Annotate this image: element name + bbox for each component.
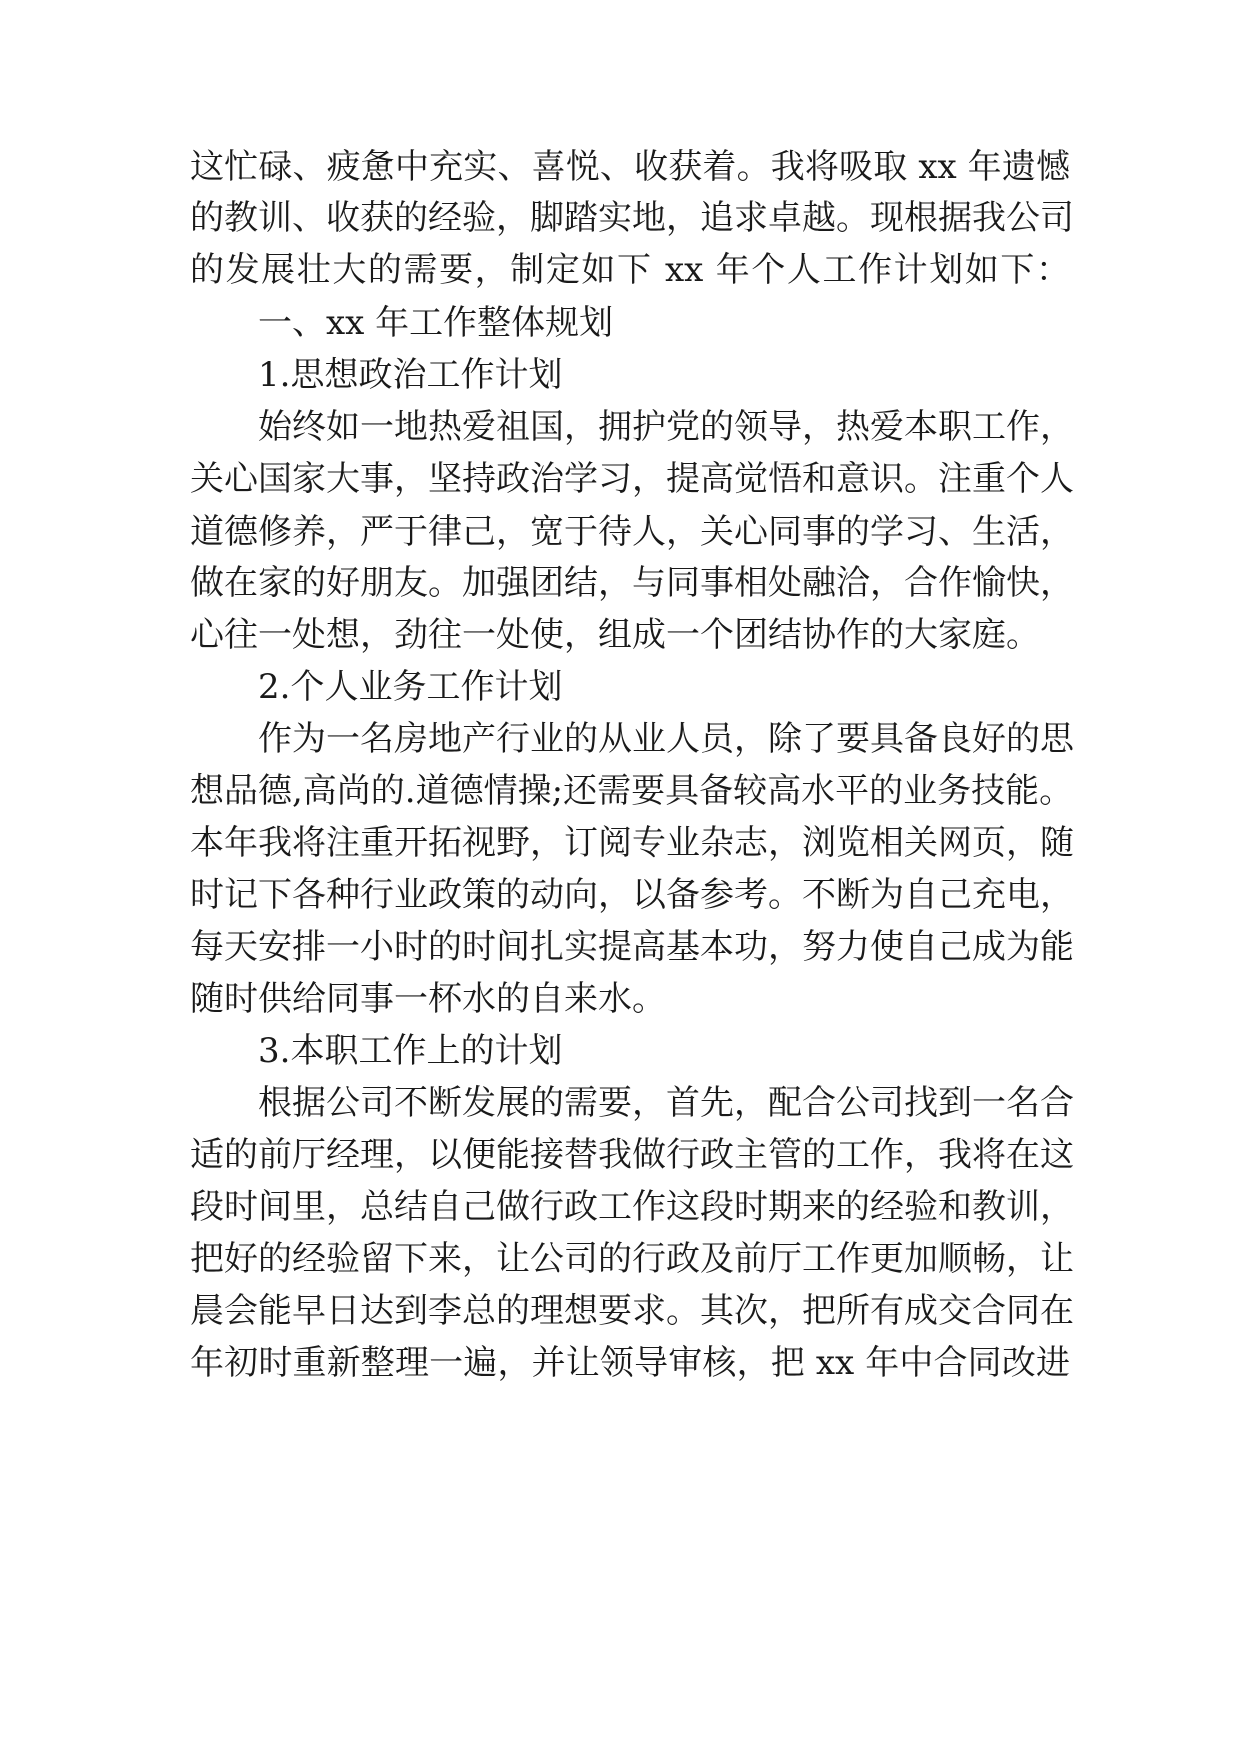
text-line: 关心国家大事，坚持政治学习，提高觉悟和意识。注重个人 bbox=[190, 459, 1074, 499]
subsection-heading: 2.个人业务工作计划 bbox=[258, 667, 563, 707]
text-line: 适的前厅经理，以便能接替我做行政主管的工作，我将在这 bbox=[190, 1135, 1074, 1175]
text-line: 始终如一地热爱祖国，拥护党的领导，热爱本职工作， bbox=[258, 407, 1074, 447]
text-line: 根据公司不断发展的需要，首先，配合公司找到一名合 bbox=[258, 1083, 1074, 1123]
text-line: 做在家的好朋友。加强团结，与同事相处融洽，合作愉快， bbox=[190, 563, 1074, 603]
text-line: 想品德,高尚的.道德情操;还需要具备较高水平的业务技能。 bbox=[190, 771, 1074, 811]
text-line: 的发展壮大的需要，制定如下 xx 年个人工作计划如下： bbox=[190, 250, 1070, 290]
text-line: 段时间里，总结自己做行政工作这段时期来的经验和教训， bbox=[190, 1187, 1074, 1227]
text-line: 每天安排一小时的时间扎实提高基本功，努力使自己成为能 bbox=[190, 927, 1074, 967]
section-heading: 一、xx 年工作整体规划 bbox=[258, 303, 614, 343]
text-line: 随时供给同事一杯水的自来水。 bbox=[190, 979, 666, 1019]
text-line: 把好的经验留下来，让公司的行政及前厅工作更加顺畅，让 bbox=[190, 1239, 1074, 1279]
text-line: 的教训、收获的经验，脚踏实地，追求卓越。现根据我公司 bbox=[190, 198, 1074, 238]
text-line: 道德修养，严于律己，宽于待人，关心同事的学习、生活， bbox=[190, 512, 1074, 552]
subsection-heading: 1.思想政治工作计划 bbox=[258, 355, 563, 395]
text-line: 作为一名房地产行业的从业人员，除了要具备良好的思 bbox=[258, 719, 1074, 759]
text-line: 晨会能早日达到李总的理想要求。其次，把所有成交合同在 bbox=[190, 1291, 1074, 1331]
text-line: 时记下各种行业政策的动向，以备参考。不断为自己充电， bbox=[190, 875, 1074, 915]
text-line: 年初时重新整理一遍，并让领导审核，把 xx 年中合同改进 bbox=[190, 1343, 1070, 1383]
text-line: 心往一处想，劲往一处使，组成一个团结协作的大家庭。 bbox=[190, 615, 1040, 655]
text-line: 这忙碌、疲惫中充实、喜悦、收获着。我将吸取 xx 年遗憾 bbox=[190, 147, 1070, 187]
subsection-heading: 3.本职工作上的计划 bbox=[258, 1031, 563, 1071]
text-line: 本年我将注重开拓视野，订阅专业杂志，浏览相关网页，随 bbox=[190, 823, 1074, 863]
